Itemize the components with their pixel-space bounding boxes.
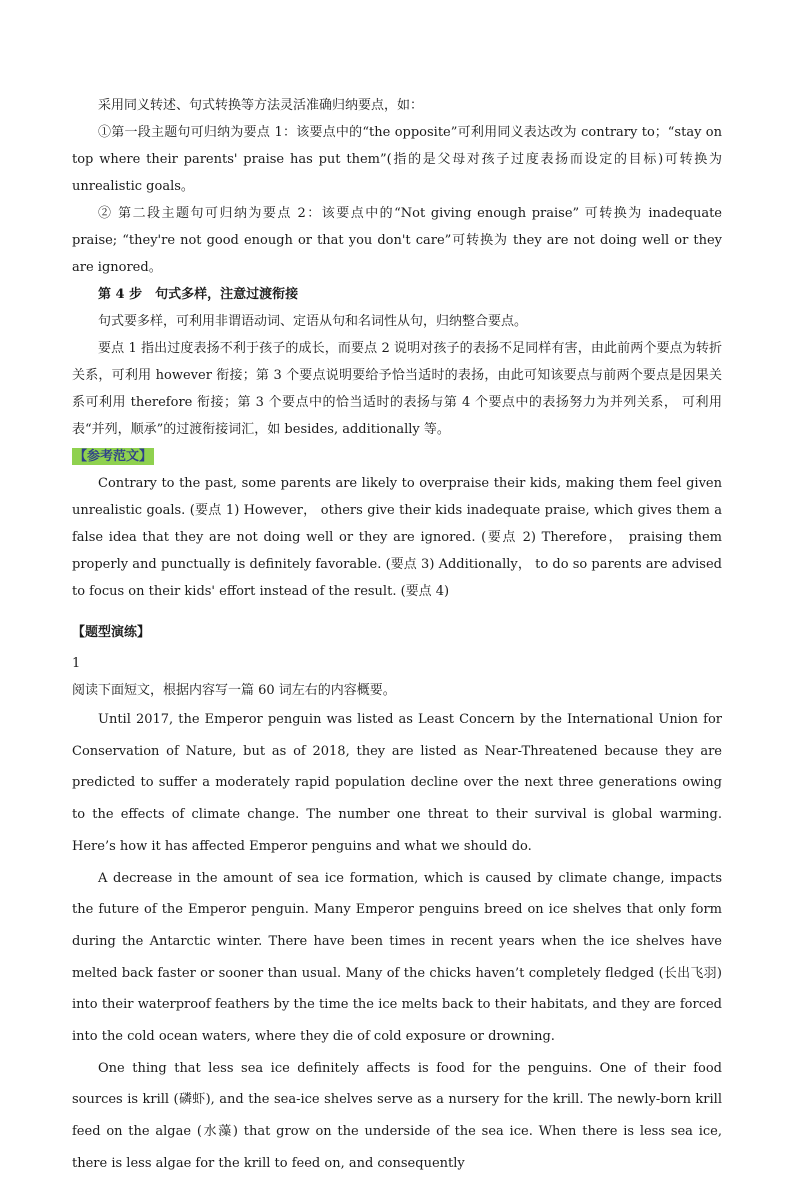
step-4-para-2: 要点 1 指出过度表扬不利于孩子的成长，而要点 2 说明对孩子的表扬不足同样有害，由此前两个要点为转折关系，可利用 however 衔接；第 3 个要点说明要给予恰当适时的表扬，由此可知该要点与前两个要点是因果关系可利用 therefore 衔接；第 3 个要点中的恰当适时的表扬与第 4 个要点中的表扬努力为并列关系， 可利用表“并列，顺承”的过渡衔接词汇，如 besides, additionally 等。 — [72, 341, 722, 437]
passage-para-3: One thing that less sea ice definitely affects is food for the penguins. One of their food sources is krill (磷虾), and the sea-ice shelves serve as a nursery for the krill. The newly-born krill feed on the algae (水藻) that grow on the underside of the sea ice. When there is less sea ice, there is less algae for the krill to feed on, and consequently — [72, 1060, 722, 1171]
practice-title: 【题型演练】 — [72, 625, 151, 640]
step-4-heading: 第 4 步 句式多样，注意过渡衔接 — [98, 287, 299, 302]
document-content — [72, 92, 722, 1180]
reference-essay: Contrary to the past, some parents are likely to overpraise their kids, making them feel given unrealistic goals. (要点 1) However， others give their kids inadequate praise, which gives them a false idea that they are not doing well or they are ignored. (要点 2) Therefore， praising them properly and punctually is definitely favorable. (要点 3) Additionally， to do so parents are advised to focus on their kids' effort instead of the result. (要点 4) — [72, 476, 722, 599]
summary-point-1: ①第一段主题句可归纳为要点 1：该要点中的“the opposite”可利用同义表达改为 contrary to；“stay on top where their parents' praise has put them”(指的是父母对孩子过度表扬而设定的目标)可转换为 unrealistic goals。 — [72, 125, 722, 194]
passage-para-1: Until 2017, the Emperor penguin was listed as Least Concern by the International Union for Conservation of Nature, but as of 2018, they are listed as Near-Threatened because they are predicted to suffer a moderately rapid population decline over the next three generations owing to the effects of climate change. The number one threat to their survival is global warming. Here’s how it has affected Emperor penguins and what we should do. — [72, 712, 722, 854]
practice-number: 1 — [72, 656, 81, 671]
practice-instruction: 阅读下面短文，根据内容写一篇 60 词左右的内容概要。 — [72, 683, 396, 698]
summary-point-2: ② 第二段主题句可归纳为要点 2：该要点中的“Not giving enough praise” 可转换为 inadequate praise; “they're not good enough or that you don't care”可转换为 they are not doing well or they are ignored。 — [72, 206, 722, 275]
summary-intro: 采用同义转述、句式转换等方法灵活准确归纳要点，如： — [98, 98, 424, 113]
reference-tag: 【参考范文】 — [74, 449, 153, 464]
passage-para-2: A decrease in the amount of sea ice formation, which is caused by climate change, impacts the future of the Emperor penguin. Many Emperor penguins breed on ice shelves that only form during the Antarctic winter. There have been times in recent years when the ice shelves have melted back faster or sooner than usual. Many of the chicks haven’t completely fledged (长出飞羽) into their waterproof feathers by the time the ice melts back to their habitats, and they are forced into the cold ocean waters, where they die of cold exposure or drowning. — [72, 870, 722, 1045]
step-4-para-1: 句式要多样，可利用非谓语动词、定语从句和名词性从句，归纳整合要点。 — [98, 314, 528, 329]
reference-tag-line — [72, 443, 722, 470]
